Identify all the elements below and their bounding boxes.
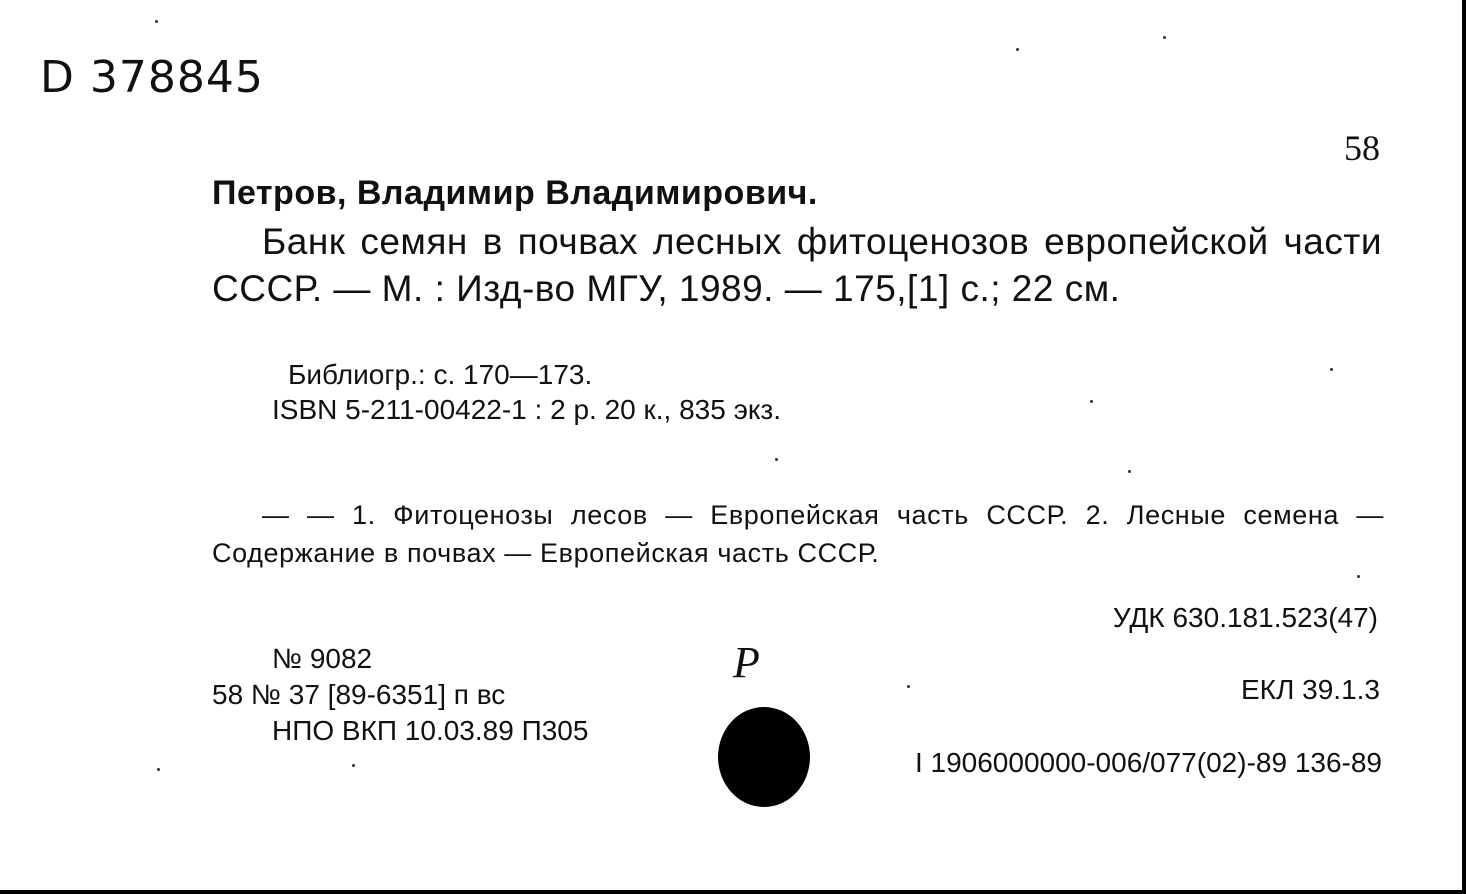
scan-speck [907, 685, 910, 688]
udk-code: УДК 630.181.523(47) [1112, 602, 1378, 633]
inventory-number: D 378845 [40, 52, 264, 103]
scan-speck [1357, 575, 1360, 578]
scan-speck [1128, 470, 1131, 473]
scan-speck [157, 768, 160, 771]
scan-speck [1163, 36, 1166, 39]
scan-speck [155, 20, 158, 23]
shelf-mark: 58 [1344, 128, 1380, 168]
ekl-code: ЕКЛ 39.1.3 [1241, 674, 1380, 705]
order-line: 58 № 37 [89-6351] п вс [212, 679, 506, 710]
author-heading: Петров, Владимир Владимирович. [212, 174, 818, 212]
punch-hole [718, 707, 810, 807]
scan-speck [1090, 400, 1093, 403]
scan-speck [1330, 368, 1333, 371]
scan-speck [352, 764, 355, 767]
catalog-code: I 1906000000-006/077(02)-89 136-89 [914, 747, 1382, 778]
scan-speck [775, 458, 778, 461]
title-block: Банк семян в почвах лесных фитоценозов европейской части СССР. — М. : Изд-во МГУ, 1989. — 175,[1] с.; 22 см. [212, 221, 1382, 309]
order-number: № 9082 [272, 643, 373, 674]
subject-headings: — — 1. Фитоценозы лесов — Европейская часть СССР. 2. Лесные семена — Содержание в почвах — Европейская часть СССР. [212, 500, 1384, 568]
publisher-line: НПО ВКП 10.03.89 П305 [272, 715, 589, 746]
handwritten-mark: Р [733, 638, 760, 687]
bibliography-note: Библиогр.: с. 170—173. [288, 359, 593, 390]
scan-speck [1016, 48, 1019, 51]
isbn-line: ISBN 5-211-00422-1 : 2 р. 20 к., 835 экз. [272, 394, 782, 425]
